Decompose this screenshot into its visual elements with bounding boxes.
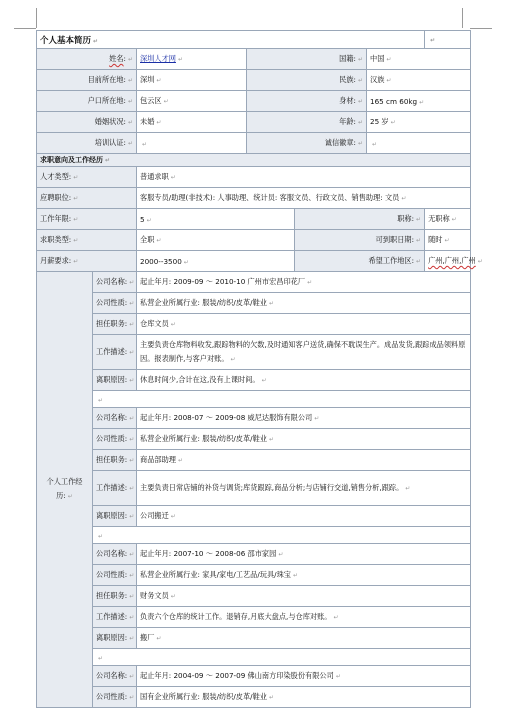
job-leave: 公司搬迁 ↵ — [137, 506, 471, 527]
paragraph-mark: ↵ — [156, 635, 162, 642]
paragraph-mark: ↵ — [129, 513, 135, 520]
paragraph-mark: ↵ — [268, 694, 275, 701]
crop-mark-left — [36, 8, 37, 28]
paragraph-mark: ↵ — [261, 377, 267, 384]
paragraph-mark: ↵ — [333, 614, 339, 621]
crop-mark-right-h — [470, 28, 492, 29]
paragraph-mark: ↵ — [129, 436, 135, 443]
paragraph-mark: ↵ — [405, 484, 411, 492]
job-desc: 主要负责日常店铺的补货与调货;库货跟踪,商品分析;与店铺行交道,销售分析,跟踪。 ↵ — [137, 471, 471, 506]
paragraph-mark: ↵ — [386, 77, 392, 84]
job-nature: 国有企业所属行业: 服装/纺织/皮革/鞋业 ↵ — [137, 687, 471, 708]
paragraph-mark: ↵ — [416, 237, 422, 244]
paragraph-mark: ↵ — [129, 457, 135, 464]
paragraph-mark: ↵ — [127, 119, 133, 126]
job-role: 商品部助理 ↵ — [137, 450, 471, 471]
company-label: 公司名称: ↵ — [93, 408, 137, 429]
paragraph-mark: ↵ — [307, 279, 313, 286]
job-separator — [93, 391, 471, 408]
location-value: 深圳 ↵ — [137, 70, 247, 91]
height-label: 身材: ↵ — [247, 91, 367, 112]
job-nature: 私营企业所属行业: 家具/家电/工艺品/玩具/珠宝 ↵ — [137, 565, 471, 586]
paragraph-mark: ↵ — [93, 37, 99, 45]
paragraph-mark: ↵ — [127, 77, 133, 84]
jobtype-label: 求职类型: ↵ — [37, 230, 137, 251]
job-leave: 搬厂 ↵ — [137, 628, 471, 649]
paragraph-mark: ↵ — [372, 140, 378, 148]
paragraph-mark: ↵ — [146, 216, 152, 224]
nationality-label: 国籍: ↵ — [247, 49, 367, 70]
paragraph-mark: ↵ — [416, 216, 422, 223]
job-desc: 主要负责仓库物料收发,跟踪物料的欠数,及时通知客户送货,确保不耽误生产。成品发货,跟踪成品领料原因。报表制作,与客户对账。 ↵ — [137, 335, 471, 370]
job-company: 起止年月: 2009-09 ～ 2010-10 广州市宏昌印花厂 ↵ — [137, 272, 471, 293]
paragraph-mark: ↵ — [73, 237, 79, 244]
marital-label: 婚姻状况: ↵ — [37, 112, 137, 133]
title-tail — [425, 31, 471, 49]
paragraph-mark: ↵ — [129, 635, 135, 642]
paragraph-mark: ↵ — [129, 349, 135, 356]
paragraph-mark: ↵ — [73, 174, 79, 181]
paragraph-mark: ↵ — [127, 140, 133, 147]
paragraph-mark: ↵ — [386, 56, 392, 63]
paragraph-mark: ↵ — [444, 237, 450, 244]
paragraph-mark: ↵ — [170, 174, 176, 181]
paragraph-mark: ↵ — [170, 593, 176, 600]
talent-label: 人才类型: ↵ — [37, 167, 137, 188]
job-desc: 负责六个仓库的统计工作。退销存,月底大盘点,与仓库对账。 ↵ — [137, 607, 471, 628]
paragraph-mark: ↵ — [430, 36, 436, 44]
cert-value — [137, 133, 247, 154]
paragraph-mark: ↵ — [268, 300, 275, 307]
desc-label: 工作描述: ↵ — [93, 335, 137, 370]
paragraph-mark: ↵ — [335, 673, 341, 680]
paragraph-mark: ↵ — [357, 77, 363, 84]
nature-label: 公司性质: ↵ — [93, 429, 137, 450]
paragraph-mark: ↵ — [230, 355, 236, 363]
job-role: 仓库文员 ↵ — [137, 314, 471, 335]
paragraph-mark: ↵ — [67, 493, 73, 500]
paragraph-mark: ↵ — [98, 396, 104, 404]
paragraph-mark: ↵ — [170, 321, 176, 328]
paragraph-mark: ↵ — [183, 258, 189, 266]
paragraph-mark: ↵ — [477, 258, 483, 265]
paragraph-mark: ↵ — [98, 654, 104, 662]
company-label: 公司名称: ↵ — [93, 544, 137, 565]
salary-value: 2000--3500 ↵ — [137, 251, 295, 272]
paragraph-mark: ↵ — [292, 572, 298, 579]
paragraph-mark: ↵ — [129, 321, 135, 328]
paragraph-mark: ↵ — [127, 98, 133, 105]
position-label: 应聘职位: ↵ — [37, 188, 137, 209]
years-value: 5 ↵ — [137, 209, 295, 230]
paragraph-mark: ↵ — [73, 195, 79, 202]
paragraph-mark: ↵ — [401, 195, 407, 202]
paragraph-mark: ↵ — [129, 279, 135, 286]
paragraph-mark: ↵ — [73, 216, 79, 223]
leave-label: 离职原因: ↵ — [93, 370, 137, 391]
avail-label: 可到职日期: ↵ — [295, 230, 425, 251]
nature-label: 公司性质: ↵ — [93, 565, 137, 586]
paragraph-mark: ↵ — [73, 258, 79, 265]
location-label: 目前所在地: ↵ — [37, 70, 137, 91]
company-label: 公司名称: ↵ — [93, 272, 137, 293]
paragraph-mark: ↵ — [129, 551, 135, 558]
position-value: 客服专员/助理(非技术): 人事助理、统计员: 客服文员、行政文员、销售助理: 文员 ↵ — [137, 188, 471, 209]
paragraph-mark: ↵ — [278, 551, 284, 558]
nature-label: 公司性质: ↵ — [93, 293, 137, 314]
role-label: 担任职务: ↵ — [93, 586, 137, 607]
paragraph-mark: ↵ — [129, 300, 135, 307]
paragraph-mark: ↵ — [142, 140, 148, 148]
paragraph-mark: ↵ — [177, 457, 183, 464]
cert-label: 培训认证: ↵ — [37, 133, 137, 154]
paragraph-mark: ↵ — [314, 415, 320, 422]
paragraph-mark: ↵ — [129, 614, 135, 621]
name-label: 姓名: ↵ — [37, 49, 137, 70]
paragraph-mark: ↵ — [129, 415, 135, 422]
paragraph-mark: ↵ — [419, 98, 425, 106]
job-company: 起止年月: 2007-10 ～ 2008-06 邵市家园 ↵ — [137, 544, 471, 565]
avail-value: 随时 ↵ — [425, 230, 471, 251]
paragraph-mark: ↵ — [390, 119, 396, 126]
paragraph-mark: ↵ — [156, 77, 162, 84]
paragraph-mark: ↵ — [357, 119, 363, 126]
height-value: 165 cm 60kg ↵ — [367, 91, 471, 112]
marital-value: 未婚 ↵ — [137, 112, 247, 133]
role-label: 担任职务: ↵ — [93, 314, 137, 335]
section-title-intent: 求职意向及工作经历 ↵ — [37, 154, 471, 167]
paragraph-mark: ↵ — [156, 119, 162, 126]
ethnicity-label: 民族: ↵ — [247, 70, 367, 91]
paragraph-mark: ↵ — [129, 593, 135, 600]
paragraph-mark: ↵ — [416, 258, 422, 265]
job-leave: 休息时间少,合计在这,没有上课时间。 ↵ — [137, 370, 471, 391]
salary-label: 月薪要求: ↵ — [37, 251, 137, 272]
paragraph-mark: ↵ — [357, 56, 363, 63]
hukou-label: 户口所在地: ↵ — [37, 91, 137, 112]
years-label: 工作年限: ↵ — [37, 209, 137, 230]
credit-value — [367, 133, 471, 154]
age-value: 25 岁 ↵ — [367, 112, 471, 133]
paragraph-mark: ↵ — [156, 237, 162, 244]
paragraph-mark: ↵ — [105, 157, 111, 164]
paragraph-mark: ↵ — [127, 56, 133, 63]
jobtype-value: 全职 ↵ — [137, 230, 295, 251]
job-company: 起止年月: 2008-07 ～ 2009-08 威尼达服饰有限公司 ↵ — [137, 408, 471, 429]
talent-value: 普通求职 ↵ — [137, 167, 471, 188]
desc-label: 工作描述: ↵ — [93, 471, 137, 506]
paragraph-mark: ↵ — [129, 377, 135, 384]
crop-mark-left-h — [14, 28, 36, 29]
age-label: 年龄: ↵ — [247, 112, 367, 133]
job-nature: 私营企业所属行业: 服装/纺织/皮革/鞋业 ↵ — [137, 429, 471, 450]
paragraph-mark: ↵ — [357, 98, 363, 105]
title-value: 无职称 ↵ — [425, 209, 471, 230]
title-label: 职称: ↵ — [295, 209, 425, 230]
nature-label: 公司性质: ↵ — [93, 687, 137, 708]
paragraph-mark: ↵ — [163, 98, 169, 105]
paragraph-mark: ↵ — [129, 572, 135, 579]
experience-side-label: 个人工作经历: ↵ — [37, 272, 93, 708]
paragraph-mark: ↵ — [268, 436, 275, 443]
job-role: 财务文员 ↵ — [137, 586, 471, 607]
page-title: 个人基本简历 ↵ — [37, 31, 425, 49]
job-separator — [93, 649, 471, 666]
crop-mark-right — [462, 8, 463, 28]
nationality-value: 中国 ↵ — [367, 49, 471, 70]
role-label: 担任职务: ↵ — [93, 450, 137, 471]
paragraph-mark: ↵ — [357, 140, 363, 147]
job-nature: 私营企业所属行业: 服装/纺织/皮革/鞋业 ↵ — [137, 293, 471, 314]
resume-document — [36, 30, 483, 708]
leave-label: 离职原因: ↵ — [93, 506, 137, 527]
area-value: 广州,广州,广州 ↵ — [425, 251, 471, 272]
credit-label: 诚信徽章: ↵ — [247, 133, 367, 154]
area-label: 希望工作地区: ↵ — [295, 251, 425, 272]
paragraph-mark: ↵ — [129, 694, 135, 701]
paragraph-mark: ↵ — [129, 673, 135, 680]
paragraph-mark: ↵ — [451, 216, 457, 223]
hukou-value: 包云区 ↵ — [137, 91, 247, 112]
company-label: 公司名称: ↵ — [93, 666, 137, 687]
job-separator — [93, 527, 471, 544]
name-value[interactable]: 深圳人才网 ↵ — [137, 49, 247, 70]
leave-label: 离职原因: ↵ — [93, 628, 137, 649]
ethnicity-value: 汉族 ↵ — [367, 70, 471, 91]
paragraph-mark: ↵ — [129, 485, 135, 492]
resume-table — [36, 30, 483, 708]
paragraph-mark: ↵ — [170, 513, 176, 520]
job-company: 起止年月: 2004-09 ～ 2007-09 佛山南方印染股份有限公司 ↵ — [137, 666, 471, 687]
paragraph-mark: ↵ — [177, 56, 183, 63]
paragraph-mark: ↵ — [98, 532, 104, 540]
desc-label: 工作描述: ↵ — [93, 607, 137, 628]
